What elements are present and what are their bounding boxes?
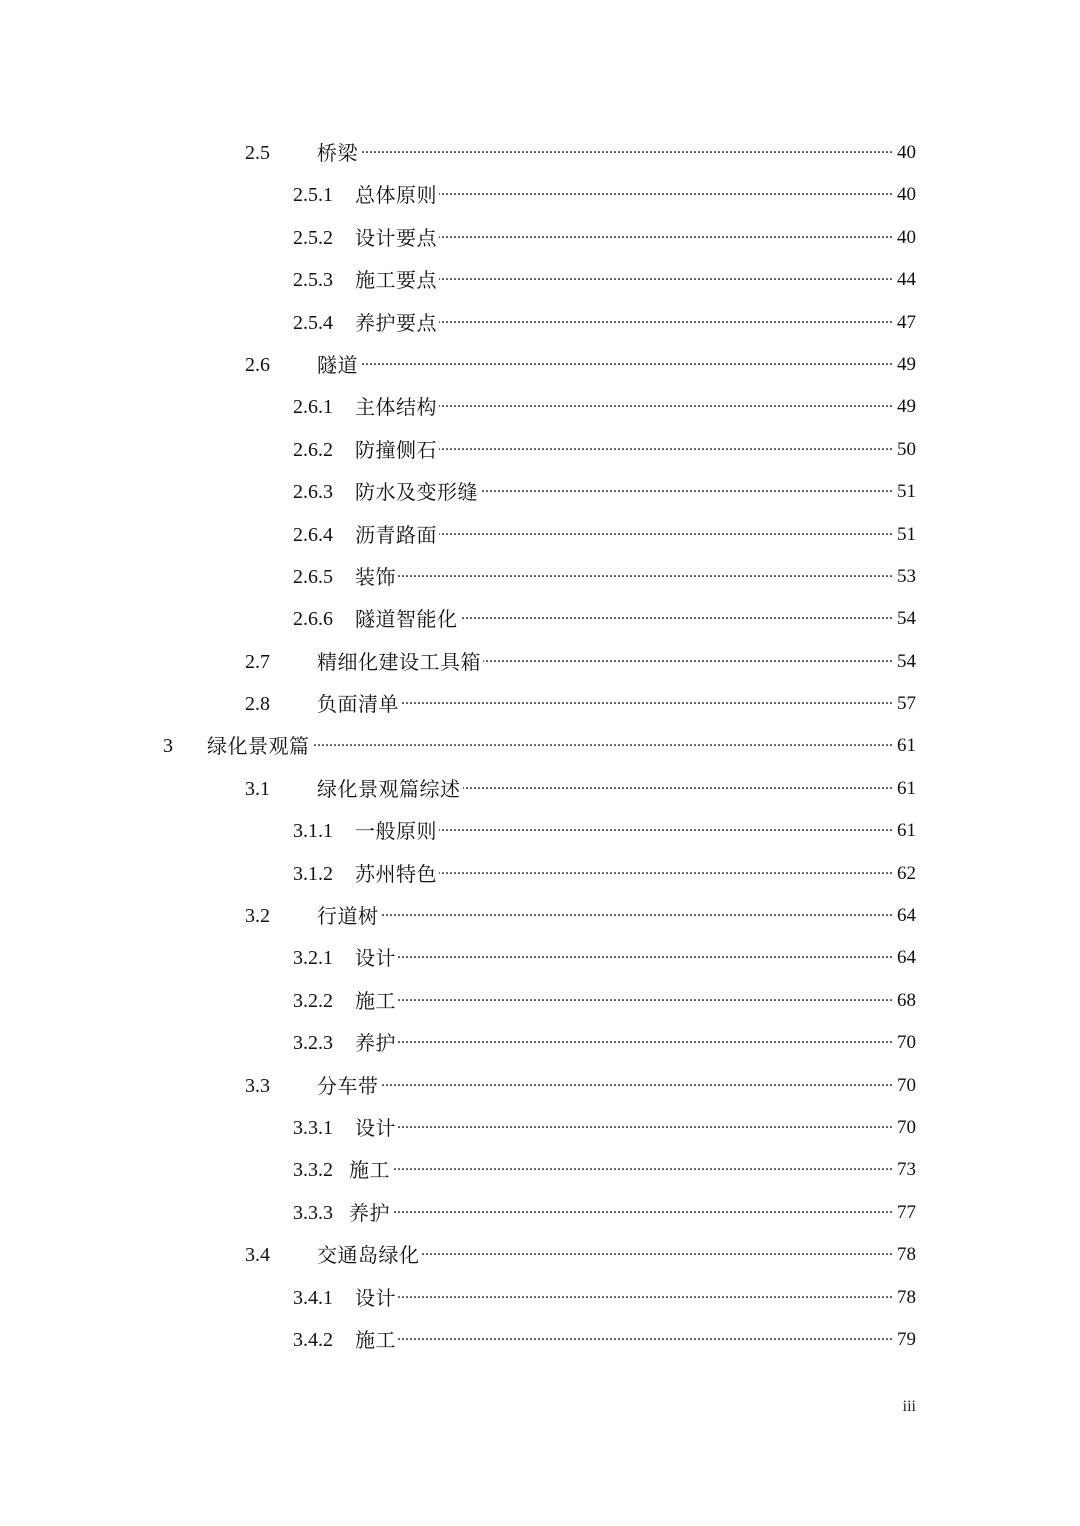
- toc-entry-number: 3.2.3: [293, 1032, 333, 1055]
- toc-entry[interactable]: [0, 640, 1080, 682]
- toc-entry[interactable]: [0, 555, 1080, 597]
- toc-entry-page: 70: [897, 1114, 916, 1142]
- toc-entry-page: 70: [897, 1072, 916, 1100]
- toc-entry-number: 3.1.2: [293, 862, 333, 885]
- toc-entry-title: 桥梁: [317, 141, 358, 165]
- toc-entry-title: 施工要点: [355, 268, 437, 293]
- toc-entry-page: 78: [897, 1241, 916, 1269]
- toc-entry-number: 2.6.2: [293, 438, 333, 461]
- toc-entry-title: 绿化景观篇: [207, 734, 310, 759]
- toc-entry-page: 54: [897, 648, 916, 676]
- toc-entry-title: 设计: [355, 946, 396, 971]
- toc-entry-page: 49: [897, 351, 916, 379]
- toc-entry[interactable]: [0, 1318, 1080, 1360]
- toc-entry-title: 精细化建设工具箱: [317, 649, 481, 674]
- toc-dot-leader: [317, 690, 893, 718]
- toc-entry-title: 隧道: [317, 352, 358, 377]
- toc-entry[interactable]: [0, 301, 1080, 343]
- toc-entry-number: 2.6.3: [293, 481, 333, 504]
- toc-entry-page: 57: [897, 690, 916, 718]
- toc-entry[interactable]: [0, 343, 1080, 385]
- table-of-contents: [0, 131, 1080, 1360]
- toc-entry[interactable]: [0, 894, 1080, 936]
- toc-dot-leader: [317, 351, 893, 379]
- toc-entry-title: 隧道智能化: [355, 607, 458, 632]
- toc-entry-number: 3.1.1: [293, 820, 333, 843]
- toc-entry-title: 苏州特色: [355, 861, 437, 886]
- toc-entry-title: 设计: [355, 1285, 396, 1310]
- toc-entry[interactable]: [0, 131, 1080, 173]
- toc-entry-title: 负面清单: [317, 692, 399, 717]
- toc-entry-number: 3.3.1: [293, 1116, 333, 1139]
- toc-entry-title: 施工: [355, 1327, 396, 1352]
- page-number: iii: [902, 1398, 916, 1415]
- toc-dot-leader: [355, 1326, 893, 1354]
- toc-entry-number: 2.8: [245, 693, 270, 716]
- toc-entry-title: 养护要点: [355, 310, 437, 335]
- toc-entry[interactable]: [0, 1021, 1080, 1063]
- toc-entry-page: 78: [897, 1284, 916, 1312]
- toc-entry-number: 3.3.3: [293, 1201, 333, 1224]
- toc-entry[interactable]: [0, 513, 1080, 555]
- toc-entry-page: 44: [897, 266, 916, 294]
- toc-entry-page: 51: [897, 521, 916, 549]
- toc-entry-title: 总体原则: [355, 183, 437, 208]
- toc-entry[interactable]: [0, 258, 1080, 300]
- toc-entry[interactable]: [0, 1148, 1080, 1190]
- toc-entry[interactable]: [0, 682, 1080, 724]
- toc-entry-title: 主体结构: [355, 395, 437, 420]
- toc-entry-number: 3.3: [245, 1074, 270, 1097]
- toc-entry-number: 3.2.1: [293, 947, 333, 970]
- toc-dot-leader: [355, 563, 893, 591]
- toc-entry-number: 2.5.4: [293, 311, 333, 334]
- toc-entry-page: 68: [897, 987, 916, 1015]
- toc-entry-page: 73: [897, 1156, 916, 1184]
- toc-entry-page: 53: [897, 563, 916, 591]
- toc-entry-number: 2.7: [245, 650, 270, 673]
- toc-entry[interactable]: [0, 173, 1080, 215]
- toc-entry-number: 3.2: [245, 905, 270, 928]
- toc-entry-number: 3: [163, 735, 173, 758]
- toc-entry-page: 61: [897, 775, 916, 803]
- toc-dot-leader: [317, 902, 893, 930]
- toc-entry-title: 装饰: [355, 564, 396, 589]
- toc-entry-title: 设计要点: [355, 225, 437, 250]
- toc-entry-page: 47: [897, 309, 916, 337]
- toc-entry-number: 2.5: [245, 142, 270, 164]
- toc-entry[interactable]: [0, 809, 1080, 851]
- toc-entry-title: 设计: [355, 1115, 396, 1140]
- toc-entry-title: 防水及变形缝: [355, 480, 478, 505]
- toc-entry-page: 51: [897, 478, 916, 506]
- toc-entry-number: 3.1: [245, 777, 270, 800]
- toc-entry-number: 3.4.1: [293, 1286, 333, 1309]
- toc-entry[interactable]: [0, 936, 1080, 978]
- toc-entry-title: 养护: [349, 1200, 390, 1225]
- toc-entry-title: 分车带: [317, 1073, 379, 1098]
- toc-entry-number: 3.2.2: [293, 989, 333, 1012]
- toc-dot-leader: [317, 1072, 893, 1100]
- toc-dot-leader: [355, 1284, 893, 1312]
- toc-dot-leader: [355, 987, 893, 1015]
- toc-entry[interactable]: [0, 1191, 1080, 1233]
- toc-entry-title: 行道树: [317, 904, 379, 929]
- toc-dot-leader: [349, 1156, 893, 1184]
- toc-entry-title: 施工: [349, 1158, 390, 1183]
- toc-entry-number: 2.6.5: [293, 565, 333, 588]
- toc-entry-number: 2.6.6: [293, 608, 333, 631]
- toc-entry-page: 61: [897, 817, 916, 845]
- toc-entry-page: 70: [897, 1029, 916, 1057]
- toc-entry-number: 2.5.1: [293, 184, 333, 207]
- toc-entry-page: 62: [897, 860, 916, 888]
- toc-entry[interactable]: [0, 1276, 1080, 1318]
- toc-entry-title: 一般原则: [355, 819, 437, 844]
- toc-entry-page: 77: [897, 1199, 916, 1227]
- toc-entry[interactable]: [0, 724, 1080, 766]
- toc-entry[interactable]: [0, 385, 1080, 427]
- toc-entry-number: 3.4.2: [293, 1328, 333, 1351]
- toc-entry-number: 3.3.2: [293, 1159, 333, 1182]
- toc-entry[interactable]: [0, 979, 1080, 1021]
- toc-entry[interactable]: [0, 1064, 1080, 1106]
- toc-entry-number: 2.5.2: [293, 226, 333, 249]
- toc-entry-page: 64: [897, 944, 916, 972]
- toc-entry[interactable]: [0, 767, 1080, 809]
- toc-dot-leader: [355, 1029, 893, 1057]
- toc-dot-leader: [317, 139, 893, 167]
- toc-entry-title: 交通岛绿化: [317, 1243, 420, 1268]
- toc-entry-page: 79: [897, 1326, 916, 1354]
- toc-entry[interactable]: [0, 216, 1080, 258]
- toc-entry[interactable]: [0, 597, 1080, 639]
- toc-entry-page: 50: [897, 436, 916, 464]
- toc-entry-title: 绿化景观篇综述: [317, 776, 461, 801]
- toc-entry-page: 54: [897, 605, 916, 633]
- toc-entry-number: 2.6: [245, 353, 270, 376]
- toc-entry-page: 61: [897, 732, 916, 760]
- toc-entry-page: 40: [897, 224, 916, 252]
- toc-entry[interactable]: [0, 428, 1080, 470]
- toc-entry-title: 施工: [355, 988, 396, 1013]
- toc-entry[interactable]: [0, 470, 1080, 512]
- toc-entry-number: 2.6.1: [293, 396, 333, 419]
- toc-dot-leader: [349, 1199, 893, 1227]
- toc-entry-title: 养护: [355, 1031, 396, 1056]
- toc-entry-title: 沥青路面: [355, 522, 437, 547]
- toc-dot-leader: [355, 1114, 893, 1142]
- toc-entry[interactable]: [0, 1233, 1080, 1275]
- toc-entry[interactable]: [0, 852, 1080, 894]
- toc-entry-number: 2.5.3: [293, 269, 333, 292]
- toc-entry-page: 40: [897, 181, 916, 209]
- toc-entry-number: 3.4: [245, 1244, 270, 1267]
- toc-entry-page: 40: [897, 139, 916, 167]
- toc-entry-title: 防撞侧石: [355, 437, 437, 462]
- toc-entry-page: 64: [897, 902, 916, 930]
- toc-entry-page: 49: [897, 393, 916, 421]
- toc-entry[interactable]: [0, 1106, 1080, 1148]
- toc-entry-number: 2.6.4: [293, 523, 333, 546]
- toc-dot-leader: [355, 944, 893, 972]
